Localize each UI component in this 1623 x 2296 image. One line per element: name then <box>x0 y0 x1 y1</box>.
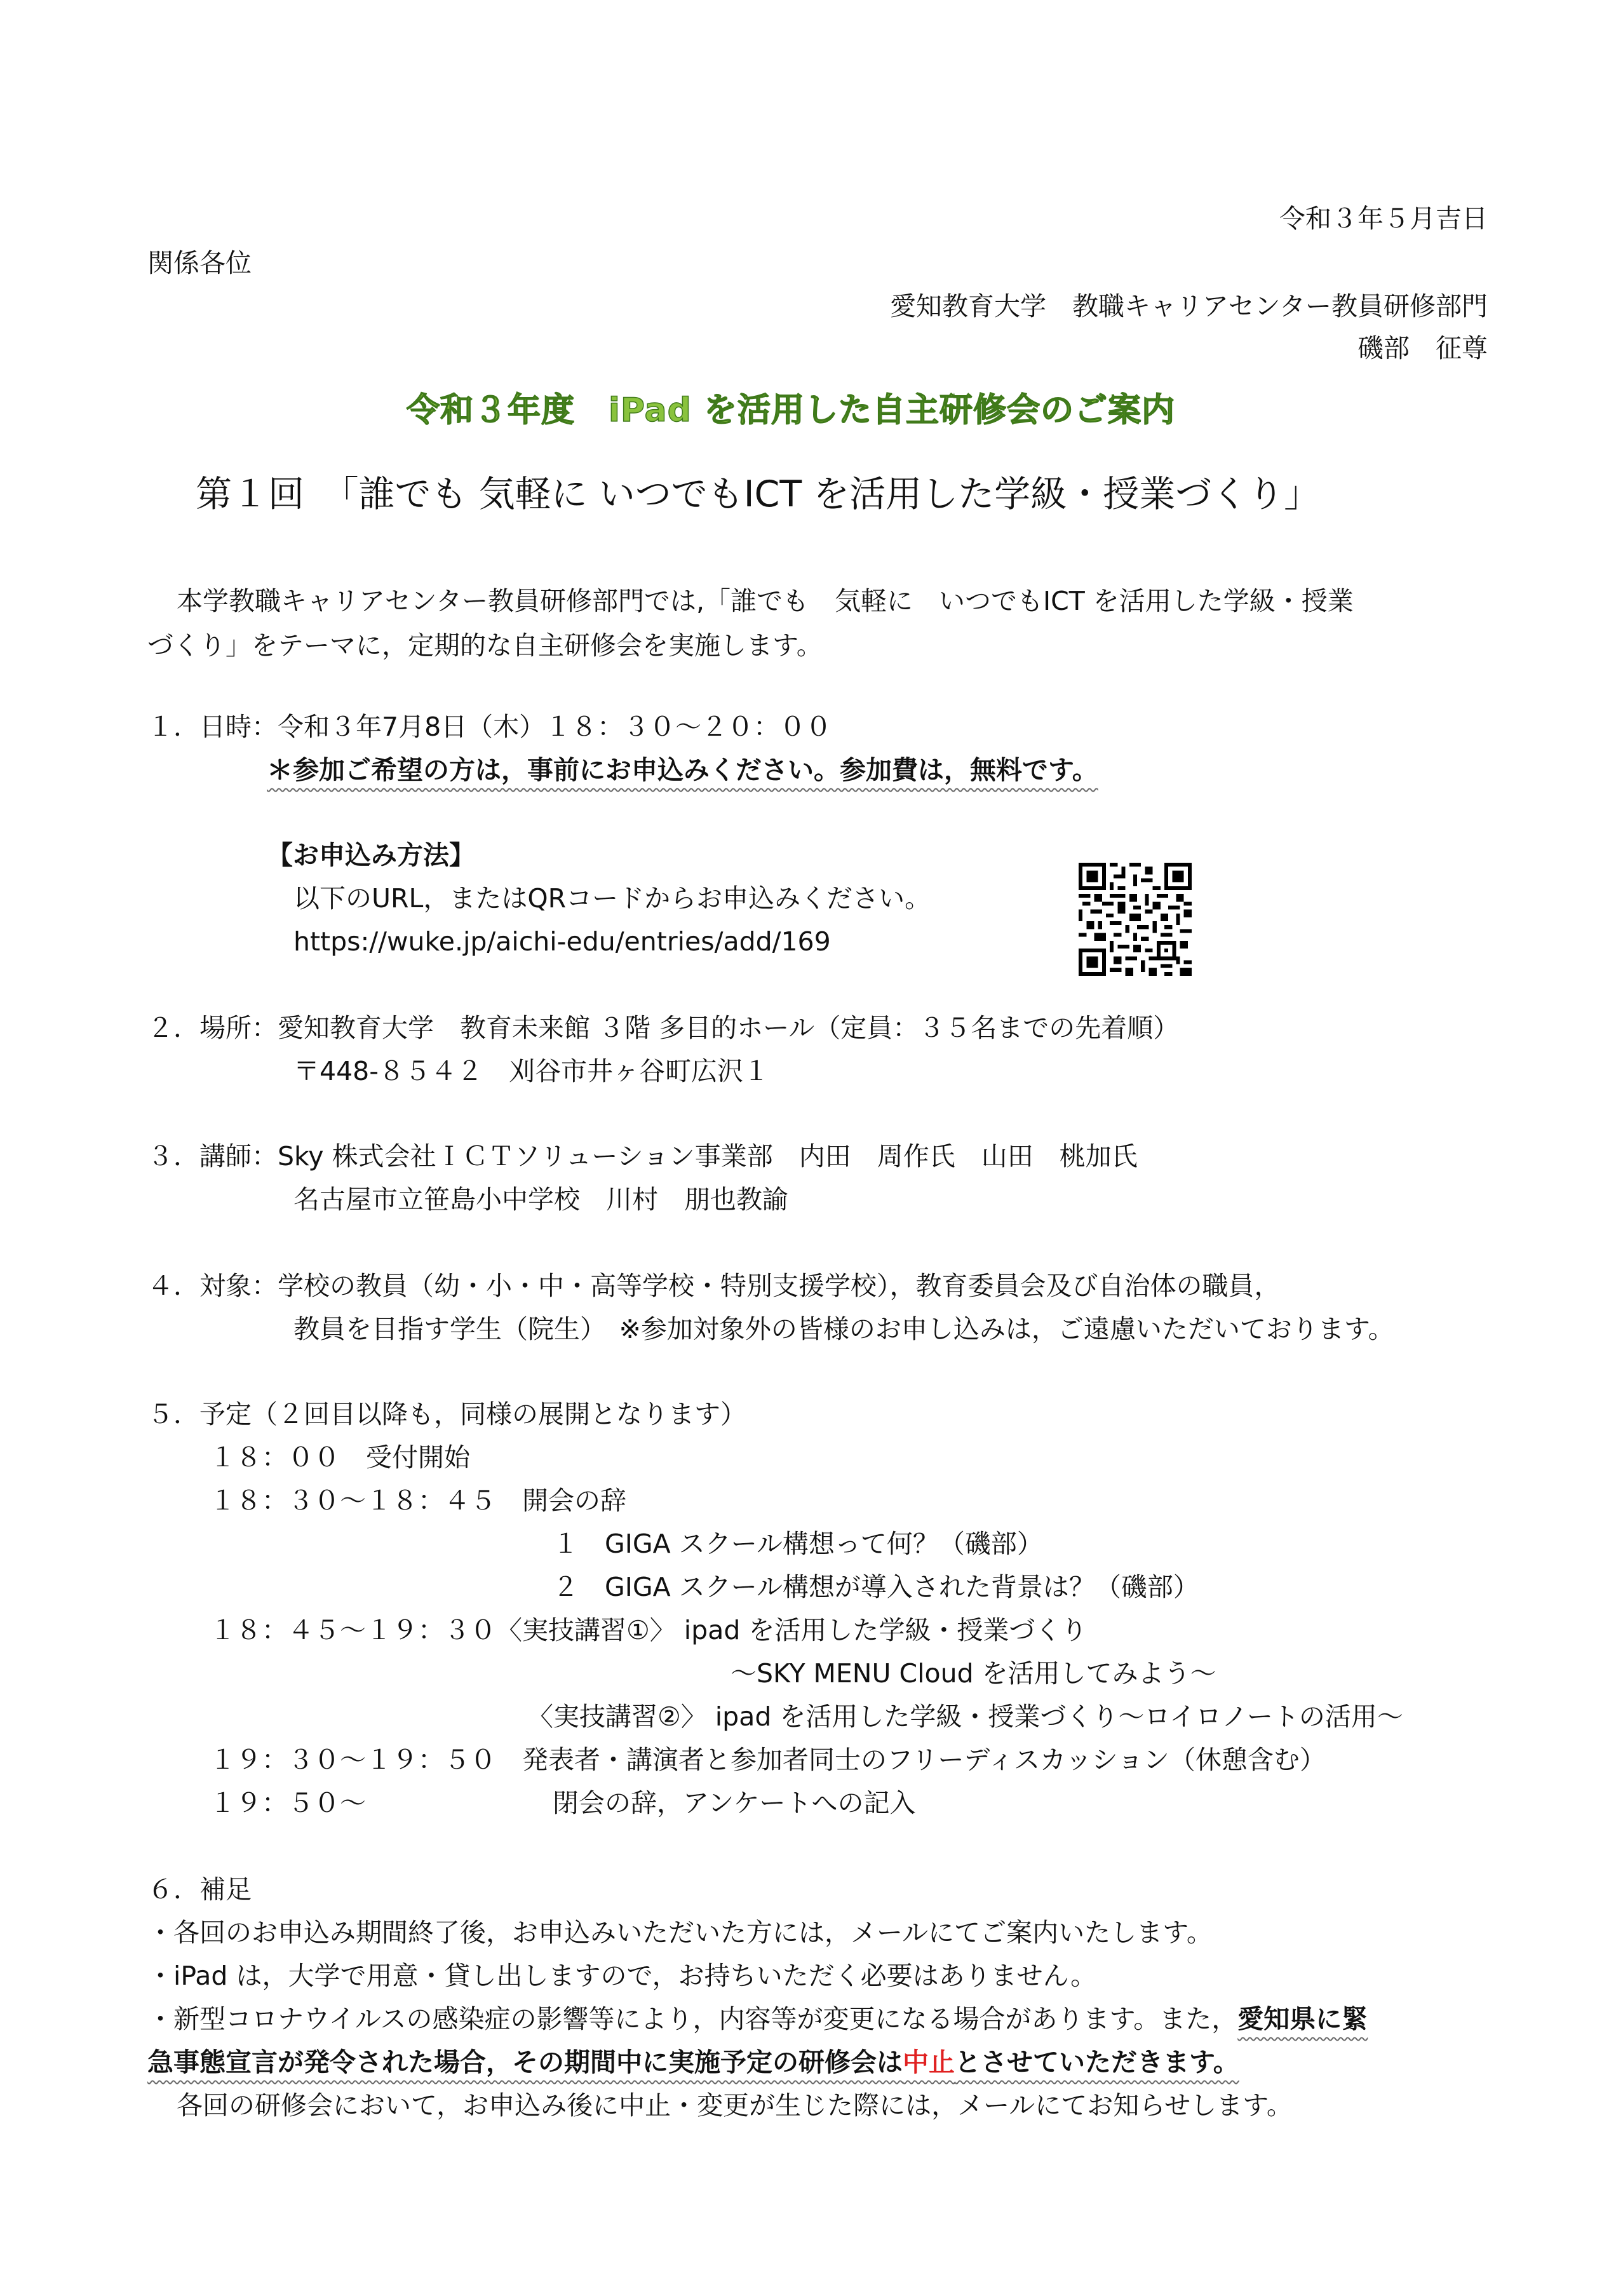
intro-line-2: づくり」をテーマに，定期的な自主研修会を実施します。 <box>147 630 823 661</box>
section-3-line-1: ３．講師：Sky 株式会社ＩＣＴソリューション事業部 内田 周作氏 山田 桃加氏 <box>147 1141 1138 1172</box>
recipient: 関係各位 <box>147 248 252 278</box>
apply-url[interactable]: https://wuke.jp/aichi-edu/entries/add/169 <box>293 926 831 957</box>
apply-heading: 【お申込み方法】 <box>267 840 475 870</box>
cancel-word: 中止 <box>903 2047 955 2077</box>
schedule-row: １９：３０～１９：５０ 発表者・講演者と参加者同士のフリーディスカッション（休憩含む） <box>210 1745 1326 1775</box>
section-4-line-2: 教員を目指す学生（院生） ※参加対象外の皆様のお申し込みは，ご遠慮いただいております。 <box>293 1314 1394 1344</box>
sender-name: 磯部 征尊 <box>1357 333 1488 363</box>
note-bullet-3-line-2 <box>147 2047 1239 2077</box>
note-bullet-3-emphasis: 急事態宣言が発令された場合，その期間中に実施予定の研修会は <box>147 2047 903 2077</box>
schedule-row: １９：５０～ <box>210 1788 366 1818</box>
apply-text: 以下のURL，またはQRコードからお申込みください。 <box>293 883 931 914</box>
closing-note: 各回の研修会において，お申込み後に中止・変更が生じた際には，メールにてお知らせします。 <box>177 2090 1293 2121</box>
note-bullet-3-emphasis: 愛知県に緊 <box>1237 2004 1368 2034</box>
schedule-row: ２ GIGA スクール構想が導入された背景は？（磯部） <box>553 1572 1199 1602</box>
section-6-heading: ６．補足 <box>147 1874 252 1905</box>
schedule-row: 閉会の辞，アンケートへの記入 <box>553 1788 916 1818</box>
note-bullet-3-text: ・新型コロナウイルスの感染症の影響等により，内容等が変更になる場合があります。また， <box>147 2004 1238 2034</box>
schedule-row: ～SKY MENU Cloud を活用してみよう～ <box>731 1658 1216 1689</box>
note-bullet-3-emphasis: とさせていただきます。 <box>955 2047 1239 2077</box>
schedule-row: １ GIGA スクール構想って何？（磯部） <box>553 1529 1043 1559</box>
intro-line-1: 本学教職キャリアセンター教員研修部門では,「誰でも 気軽に いつでもICT を活用した学級・授業 <box>177 586 1354 616</box>
qr-code-icon[interactable] <box>1079 863 1192 976</box>
schedule-row: １８：３０～１８：４５ 開会の辞 <box>210 1485 626 1516</box>
section-1-heading: １．日時：令和３年7月8日（木）１８：３０～２０：００ <box>147 712 832 742</box>
sender-organization: 愛知教育大学 教職キャリアセンター教員研修部門 <box>890 291 1488 321</box>
section-4-line-1: ４．対象：学校の教員（幼・小・中・高等学校・特別支援学校），教育委員会及び自治体の職員， <box>147 1271 1281 1301</box>
section-2-line-1: ２．場所：愛知教育大学 教育未来館 ３階 多目的ホール（定員：３５名までの先着順） <box>147 1013 1180 1043</box>
note-bullet-1: ・各回のお申込み期間終了後，お申込みいただいた方には，メールにてご案内いたします。 <box>147 1917 1213 1948</box>
schedule-row: １８：４５～１９：３０〈実技講習①〉 ipad を活用した学級・授業づくり <box>210 1615 1088 1645</box>
schedule-row: １８：００ 受付開始 <box>210 1442 470 1473</box>
section-3-line-2: 名古屋市立笹島小中学校 川村 朋也教諭 <box>293 1184 788 1215</box>
note-bullet-3-line-1 <box>147 2006 1368 2032</box>
note-bullet-2: ・iPad は，大学で用意・貸し出しますので，お持ちいただく必要はありません。 <box>147 1961 1097 1991</box>
document-title: 令和３年度 iPad を活用した自主研修会のご案内 <box>407 391 1175 429</box>
schedule-row: 〈実技講習②〉 ipad を活用した学級・授業づくり～ロイロノートの活用～ <box>527 1701 1403 1732</box>
document-subtitle: 第１回 「誰でも 気軽に いつでもICT を活用した学級・授業づくり」 <box>196 473 1321 515</box>
section-2-line-2: 〒448-８５４２ 刈谷市井ヶ谷町広沢１ <box>293 1056 770 1086</box>
document-date: 令和３年５月吉日 <box>1279 203 1488 234</box>
section-5-heading: ５．予定（２回目以降も，同様の展開となります） <box>147 1399 746 1429</box>
section-1-note: ＊参加ご希望の方は，事前にお申込みください。参加費は，無料です。 <box>267 755 1098 785</box>
